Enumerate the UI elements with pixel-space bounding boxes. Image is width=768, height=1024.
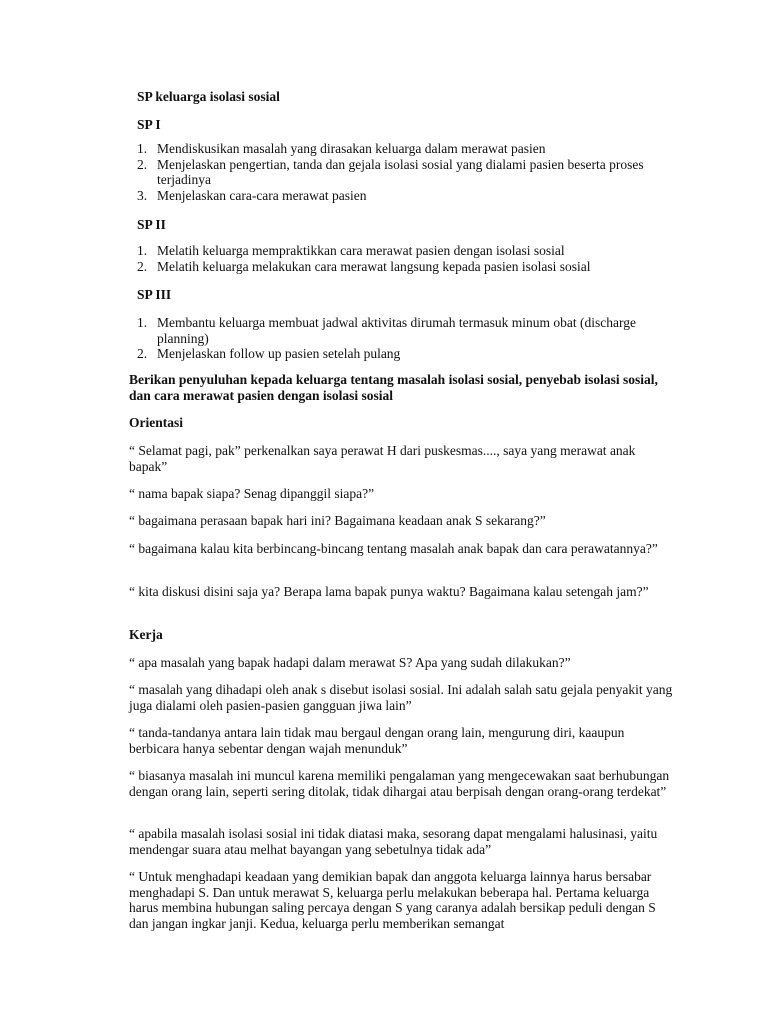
document-title: SP keluarga isolasi sosial [137, 89, 280, 104]
list-item: 1. Melatih keluarga mempraktikkan cara merawat pasien dengan isolasi sosial [137, 243, 565, 258]
sp3-heading: SP III [137, 287, 172, 302]
kerja-line: “ tanda-tandanya antara lain tidak mau bergaul dengan orang lain, mengurung diri, kaaupun berbicara hanya sebentar dengan wajah menunduk” [129, 725, 625, 756]
orientasi-line: “ kita diskusi disini saja ya? Berapa lama bapak punya waktu? Bagaimana kalau setengah jam?” [129, 584, 649, 599]
sp1-heading: SP I [137, 117, 161, 132]
kerja-line: “ masalah yang dihadapi oleh anak s disebut isolasi sosial. Ini adalah salah satu gejala penyakit yang juga dialami oleh pasien-pasien gangguan jiwa lain” [129, 682, 673, 713]
kerja-line: “ apabila masalah isolasi sosial ini tidak diatasi maka, sesorang dapat mengalami halusinasi, yaitu mendengar suara atau melhat bayangan yang sebetulnya tidak ada” [129, 826, 658, 857]
kerja-line: “ biasanya masalah ini muncul karena memiliki pengalaman yang mengecewakan saat berhubungan dengan orang lain, seperti sering ditolak, tidak dihargai atau berpisah dengan orang-orang terdekat” [129, 768, 670, 799]
orientasi-heading: Orientasi [129, 415, 183, 430]
list-item: 2. Menjelaskan follow up pasien setelah pulang [137, 346, 401, 361]
orientasi-line: “ bagaimana perasaan bapak hari ini? Bagaimana keadaan anak S sekarang?” [129, 513, 546, 528]
orientasi-line: “ bagaimana kalau kita berbincang-bincang tentang masalah anak bapak dan cara perawatannya?” [129, 541, 658, 556]
sp2-list [137, 243, 677, 274]
orientasi-line: “ Selamat pagi, pak” perkenalkan saya perawat H dari puskesmas...., saya yang merawat anak bapak” [129, 443, 636, 474]
list-item: 1. Mendiskusikan masalah yang dirasakan keluarga dalam merawat pasien [137, 141, 546, 156]
kerja-line: “ apa masalah yang bapak hadapi dalam merawat S? Apa yang sudah dilakukan?” [129, 655, 571, 670]
orientasi-line: “ nama bapak siapa? Senag dipanggil siapa?” [129, 486, 375, 501]
list-item: 3. Menjelaskan cara-cara merawat pasien [137, 187, 367, 203]
list-item: 1. Membantu keluarga membuat jadwal aktivitas dirumah termasuk minum obat (discharge planning) [137, 315, 636, 346]
sp2-heading: SP II [137, 217, 166, 232]
intro-paragraph: Berikan penyuluhan kepada keluarga tentang masalah isolasi sosial, penyebab isolasi sosial, dan cara merawat pasien dengan isolasi sosial [129, 372, 658, 403]
sp3-list [137, 315, 677, 362]
sp1-list [137, 141, 677, 203]
list-item: 2. Melatih keluarga melakukan cara merawat langsung kepada pasien isolasi sosial [137, 258, 591, 274]
kerja-heading: Kerja [129, 627, 163, 642]
kerja-line: “ Untuk menghadapi keadaan yang demikian bapak dan anggota keluarga lainnya harus bersabar menghadapi S. Dan untuk merawat S, keluarga perlu melakukan beberapa hal. Pertama keluarga harus membina hubungan saling percaya dengan S yang caranya adalah bersikap peduli dengan S dan jangan ingkar janji. Kedua, keluarga perlu memberikan semangat [129, 869, 656, 931]
list-item: 2. Menjelaskan pengertian, tanda dan gejala isolasi sosial yang dialami pasien beserta proses terjadinya [137, 156, 644, 187]
